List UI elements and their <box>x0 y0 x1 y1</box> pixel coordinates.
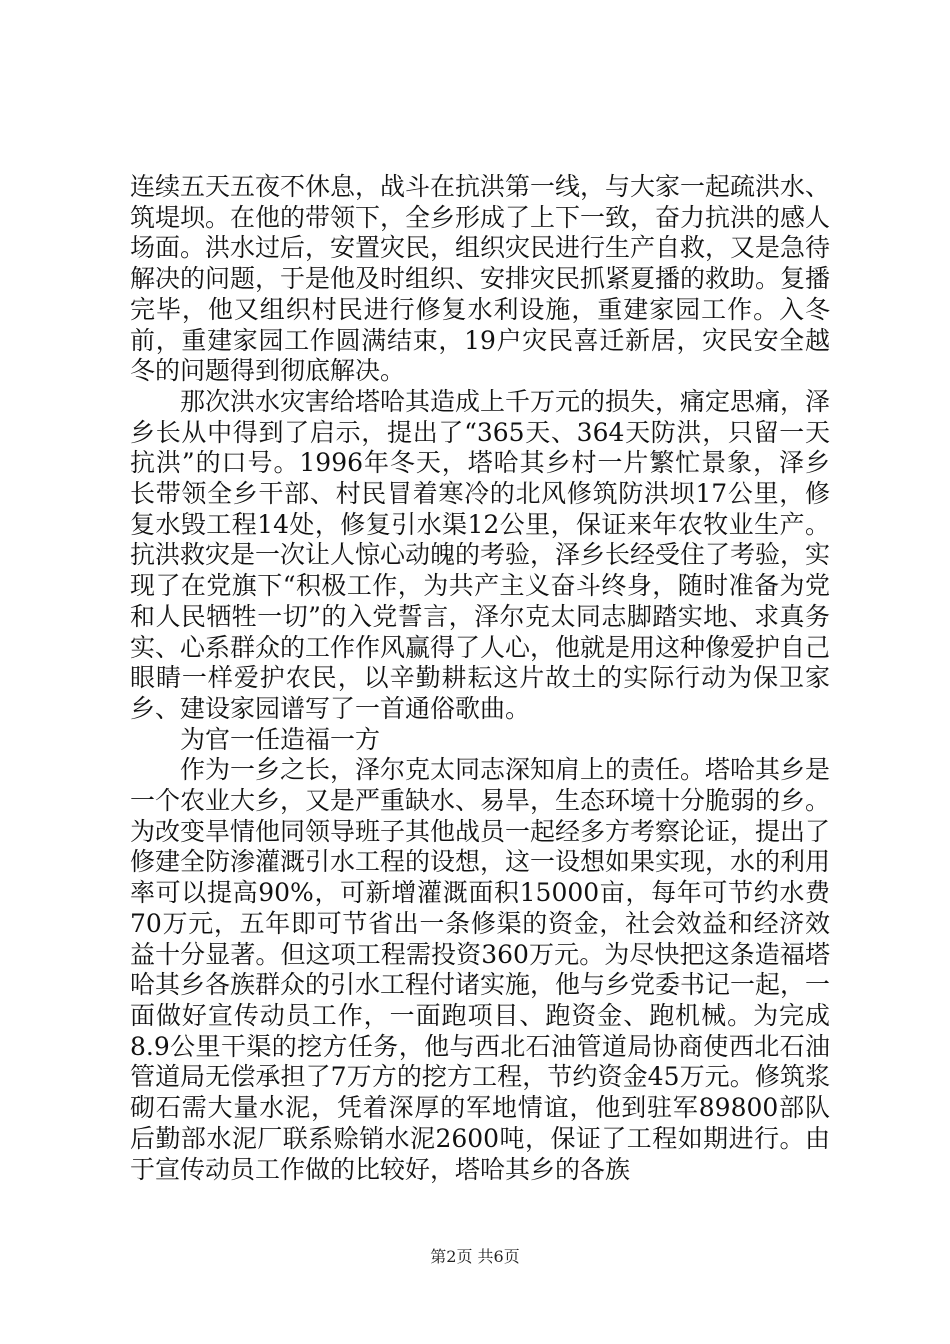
page-number: 第2页 共6页 <box>430 1247 520 1266</box>
paragraph-continuation: 连续五天五夜不休息，战斗在抗洪第一线，与大家一起疏洪水、筑堤坝。在他的带领下，全乡形成了上下一致，奋力抗洪的感人场面。洪水过后，安置灾民，组织灾民进行生产自救，又是急待解决的问题，于是他及时组织、安排灾民抓紧夏播的救助。复播完毕，他又组织村民进行修复水利设施，重建家园工作。入冬前，重建家园工作圆满结束，19户灾民喜迁新居，灾民安全越冬的问题得到彻底解决。 <box>130 172 831 386</box>
section-heading: 为官一任造福一方 <box>180 724 381 754</box>
document-body <box>130 172 830 1185</box>
paragraph-flood-lesson: 那次洪水灾害给塔哈其造成上千万元的损失，痛定思痛，泽乡长从中得到了启示，提出了“365天、364天防洪，只留一天抗洪”的口号。1996年冬天，塔哈其乡村一片繁忙景象，泽乡长带领全乡干部、村民冒着寒冷的北风修筑防洪坝17公里，修复水毁工程14处，修复引水渠12公里，保证来年农牧业生产。抗洪救灾是一次让人惊心动魄的考验，泽乡长经受住了考验，实现了在党旗下“积极工作，为共产主义奋斗终身，随时准备为党和人民牺牲一切”的入党誓言，泽尔克太同志脚踏实地、求真务实、心系群众的工作作风赢得了人心，他就是用这种像爱护自己眼睛一样爱护农民，以辛勤耕耘这片故土的实际行动为保卫家乡、建设家园谱写了一首通俗歌曲。 <box>130 386 831 723</box>
page-footer <box>0 1247 950 1267</box>
paragraph-irrigation-project: 作为一乡之长，泽尔克太同志深知肩上的责任。塔哈其乡是一个农业大乡，又是严重缺水、易旱，生态环境十分脆弱的乡。为改变旱情他同领导班子其他战员一起经多方考察论证，提出了修建全防渗灌溉引水工程的设想，这一设想如果实现，水的利用率可以提高90%，可新增灌溉面积15000亩，每年可节约水费70万元，五年即可节省出一条修渠的资金，社会效益和经济效益十分显著。但这项工程需投资360万元。为尽快把这条造福塔哈其乡各族群众的引水工程付诸实施，他与乡党委书记一起，一面做好宣传动员工作，一面跑项目、跑资金、跑机械。为完成8.9公里干渠的挖方任务，他与西北石油管道局协商使西北石油管道局无偿承担了7万方的挖方工程，节约资金45万元。修筑浆砌石需大量水泥，凭着深厚的军地情谊，他到驻军89800部队后勤部水泥厂联系赊销水泥2600吨，保证了工程如期进行。由于宣传动员工作做的比较好，塔哈其乡的各族 <box>130 755 831 1184</box>
